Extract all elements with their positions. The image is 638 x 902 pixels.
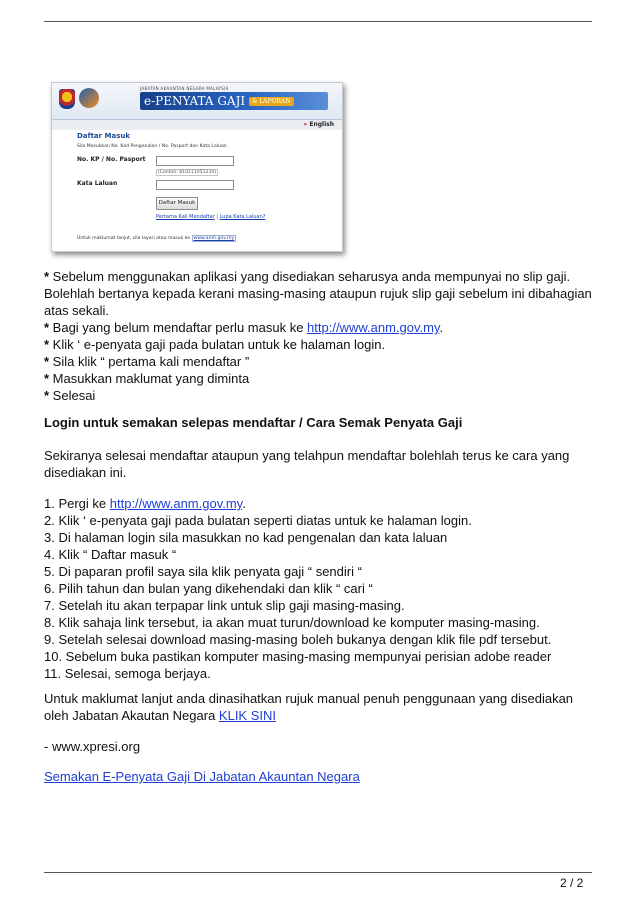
- step-1: [44, 495, 604, 512]
- step-3: 3. Di halaman login sila masukkan no kad pengenalan dan kata laluan: [44, 530, 448, 545]
- bullet-1: [44, 319, 604, 336]
- bullet-star: *: [44, 388, 50, 403]
- bullet-star: *: [44, 320, 50, 335]
- form-instruction: Sila Masukkan No. Kad Pengenalan / No. Pasport dan Kata Laluan: [77, 144, 227, 149]
- banner-amp: & LAPORAN: [249, 97, 294, 106]
- page-number: 2 / 2: [560, 876, 584, 890]
- bullet-3-text: Sila klik “ pertama kali mendaftar ”: [49, 354, 250, 369]
- klik-sini-link[interactable]: KLIK SINI: [218, 708, 276, 723]
- forgot-password-link: Lupa Kata Laluan?: [219, 214, 266, 220]
- bullet-star: *: [44, 269, 50, 284]
- department-logo-icon: [79, 88, 99, 108]
- bullet-1-text: Bagi yang belum mendaftar perlu masuk ke: [49, 320, 308, 335]
- arrow-icon: »: [303, 121, 308, 128]
- section-heading: Login untuk semakan selepas mendaftar / Cara Semak Penyata Gaji: [44, 415, 463, 430]
- footer-text: Untuk maklumat lanjut, sila layari atau masuk ke: [77, 236, 191, 241]
- top-divider: [44, 21, 592, 22]
- bullet-5-text: Selesai: [49, 388, 96, 403]
- bullet-4: [44, 370, 604, 387]
- intro-line-1: [44, 268, 604, 285]
- footer-article-link-line: [44, 768, 604, 785]
- manual-line-2-text: oleh Jabatan Akautan Negara: [44, 708, 219, 723]
- step-7: 7. Setelah itu akan terpapar link untuk slip gaji masing-masing.: [44, 598, 405, 613]
- id-hint: (Contoh: 810211051234): [158, 170, 217, 175]
- bottom-divider: [44, 872, 592, 873]
- bullet-star: *: [44, 354, 50, 369]
- anm-link-step[interactable]: http://www.anm.gov.my: [109, 496, 243, 511]
- english-label: English: [309, 121, 334, 128]
- bullet-star: *: [44, 337, 50, 352]
- step-1-text: 1. Pergi ke: [44, 496, 110, 511]
- para-line-2: disediakan ini.: [44, 465, 127, 480]
- bullet-4-text: Masukkan maklumat yang diminta: [49, 371, 250, 386]
- screenshot-header: [52, 83, 342, 120]
- source-credit: - www.xpresi.org: [44, 739, 141, 754]
- department-name: JABATAN AKAUNTAN NEGARA MALAYSIA: [140, 86, 229, 91]
- bullet-3: [44, 353, 604, 370]
- step-5: 5. Di paparan profil saya sila klik penyata gaji “ sendiri “: [44, 564, 362, 579]
- banner-title: e-PENYATA GAJI: [144, 94, 246, 108]
- screenshot-footer: [77, 236, 236, 241]
- bullet-2-text: Klik ‘ e-penyata gaji pada bulatan untuk ke halaman login.: [49, 337, 386, 352]
- article-link[interactable]: Semakan E-Penyata Gaji Di Jabatan Akauntan Negara: [44, 769, 360, 784]
- screenshot-links: [156, 214, 265, 220]
- login-screenshot-image: [51, 82, 343, 252]
- step-6: 6. Pilih tahun dan bulan yang dikehendaki dan klik “ cari “: [44, 581, 373, 596]
- epenyata-banner: [140, 92, 328, 110]
- password-field: [156, 180, 234, 190]
- step-11: 11. Selesai, semoga berjaya.: [44, 666, 211, 681]
- english-link: [303, 121, 334, 128]
- step-10: 10. Sebelum buka pastikan komputer masing-masing mempunyai perisian adobe reader: [44, 649, 552, 664]
- first-time-link: Pertama Kali Mendaftar: [156, 214, 215, 220]
- step-8: 8. Klik sahaja link tersebut, ia akan muat turun/download ke komputer masing-masing.: [44, 615, 540, 630]
- bullet-5: [44, 387, 604, 404]
- footer-url: www.anm.gov.my: [193, 236, 235, 241]
- manual-line-2: [44, 707, 604, 724]
- step-1-end: .: [242, 496, 246, 511]
- step-4: 4. Klik “ Daftar masuk “: [44, 547, 177, 562]
- bullet-2: [44, 336, 604, 353]
- bullet-star: *: [44, 371, 50, 386]
- manual-line-1: Untuk maklumat lanjut anda dinasihatkan rujuk manual penuh penggunaan yang disediakan: [44, 691, 574, 706]
- bullet-1-end: .: [439, 320, 444, 335]
- step-9: 9. Setelah selesai download masing-masing boleh bukanya dengan klik file pdf tersebut.: [44, 632, 552, 647]
- language-bar: [52, 120, 342, 130]
- intro-line-1-text: Sebelum menggunakan aplikasi yang disediakan seharusya anda mempunyai no slip gaji.: [49, 269, 571, 284]
- crest-icon: [59, 89, 75, 109]
- link-separator: |: [216, 214, 218, 220]
- intro-line-2: Bolehlah bertanya kepada kerani masing-masing ataupun rujuk slip gaji sebelum ini dibahagian: [44, 286, 592, 301]
- login-button: Daftar Masuk: [156, 197, 198, 210]
- intro-line-3: atas sekali.: [44, 303, 110, 318]
- id-field: [156, 156, 234, 166]
- password-label: Kata Laluan: [77, 180, 118, 187]
- anm-link[interactable]: http://www.anm.gov.my: [307, 320, 440, 335]
- form-title: Daftar Masuk: [77, 132, 131, 140]
- id-label: No. KP / No. Pasport: [77, 156, 146, 163]
- step-2: 2. Klik ‘ e-penyata gaji pada bulatan seperti diatas untuk ke halaman login.: [44, 513, 472, 528]
- para-line-1: Sekiranya selesai mendaftar ataupun yang telahpun mendaftar bolehlah terus ke cara yang: [44, 448, 570, 463]
